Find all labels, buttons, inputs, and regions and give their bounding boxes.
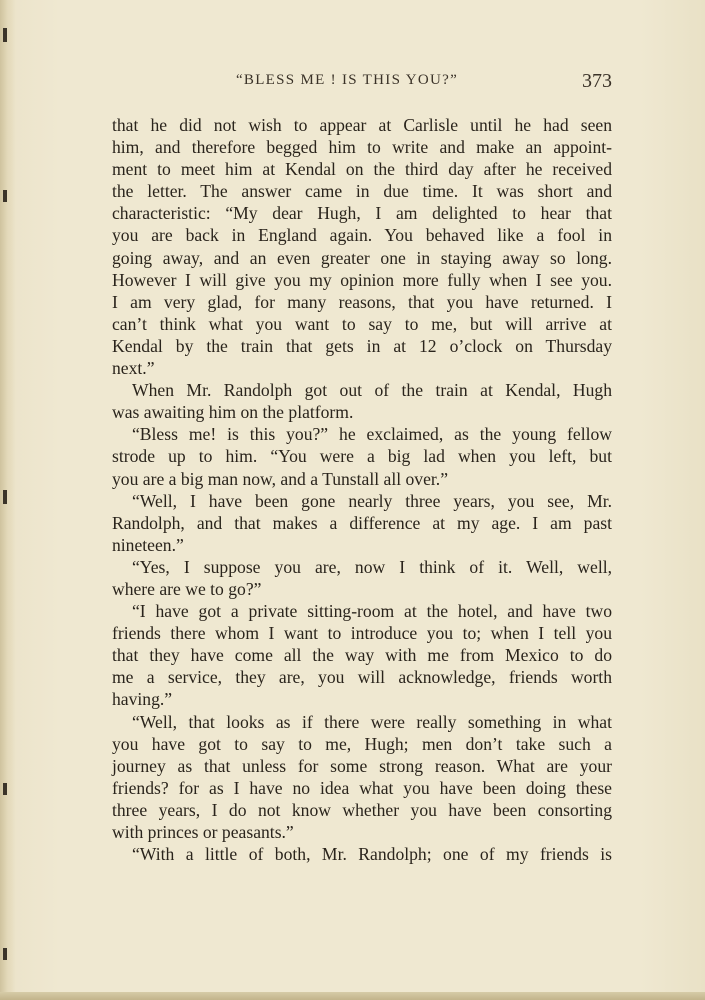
text-line: the letter. The answer came in due time. It was short and	[112, 181, 612, 202]
text-line: Randolph, and that makes a difference at my age. I am past	[112, 512, 612, 533]
text-line: where are we to go?”	[112, 578, 262, 599]
page-number: 373	[582, 70, 612, 92]
text-line: you have got to say to me, Hugh; men don’t take such a	[112, 733, 612, 754]
margin-mark	[3, 948, 7, 960]
text-line: friends? for as I have no idea what you have been doing these	[112, 777, 612, 798]
text-line: When Mr. Randolph got out of the train at Kendal, Hugh	[132, 380, 612, 401]
text-line: ment to meet him at Kendal on the third day after he received	[112, 159, 612, 180]
text-line: characteristic: “My dear Hugh, I am delighted to hear that	[112, 203, 612, 224]
text-line: you are back in England again. You behaved like a fool in	[112, 225, 612, 246]
text-line: that he did not wish to appear at Carlisle until he had seen	[112, 115, 612, 135]
text-line: that they have come all the way with me from Mexico to do	[112, 645, 612, 666]
text-line: “Well, that looks as if there were really something in what	[132, 711, 612, 732]
text-line: three years, I do not know whether you have been consorting	[112, 799, 612, 820]
text-line: “I have got a private sitting-room at the hotel, and have two	[132, 601, 612, 622]
body-text	[112, 114, 612, 865]
text-line: Kendal by the train that gets in at 12 o’clock on Thursday	[112, 335, 612, 356]
page-header	[112, 72, 612, 98]
text-line: I am very glad, for many reasons, that you have returned. I	[112, 291, 612, 312]
text-line: journey as that unless for some strong reason. What are your	[112, 755, 612, 776]
margin-mark	[3, 783, 7, 795]
text-line: him, and therefore begged him to write and make an appoint-	[112, 137, 612, 158]
margin-mark	[3, 28, 7, 42]
margin-mark	[3, 190, 7, 202]
text-line: “With a little of both, Mr. Randolph; one of my friends is	[132, 844, 612, 865]
text-line: “Yes, I suppose you are, now I think of it. Well, well,	[132, 556, 612, 577]
text-line: was awaiting him on the platform.	[112, 402, 354, 423]
text-line: friends there whom I want to introduce you to; when I tell you	[112, 623, 612, 644]
text-line: me a service, they are, you will acknowledge, friends worth	[112, 667, 612, 688]
page-bottom-edge	[0, 992, 705, 1000]
text-line: having.”	[112, 689, 173, 710]
running-head: “BLESS ME ! IS THIS YOU?”	[235, 72, 459, 88]
text-line: “Bless me! is this you?” he exclaimed, as the young fellow	[132, 424, 612, 445]
text-line: with princes or peasants.”	[112, 822, 294, 842]
text-line: nineteen.”	[112, 534, 184, 555]
text-line: can’t think what you want to say to me, but will arrive at	[112, 313, 612, 334]
text-line: strode up to him. “You were a big lad when you left, but	[112, 446, 612, 467]
margin-mark	[3, 490, 7, 504]
text-line: next.”	[112, 358, 155, 379]
text-line: you are a big man now, and a Tunstall all over.”	[112, 468, 449, 489]
text-line: However I will give you my opinion more fully when I see you.	[112, 269, 612, 290]
text-line: “Well, I have been gone nearly three years, you see, Mr.	[132, 490, 612, 511]
text-line: going away, and an even greater one in staying away so long.	[112, 247, 612, 268]
